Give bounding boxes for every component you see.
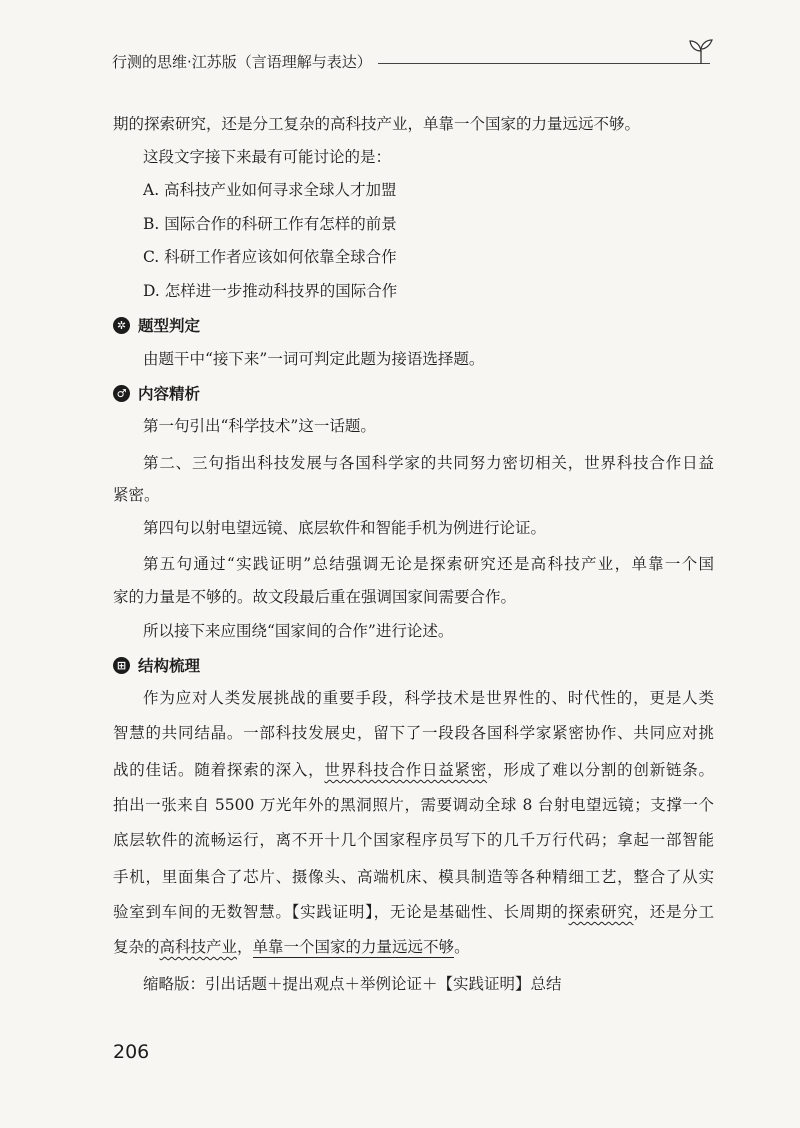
text-span: 验室到车间的无数智慧。【实践证明】，无论是基础性、长周期的 <box>113 903 569 921</box>
structure-line: 拍出一张来自 5500 万光年外的黑洞照片，需要调动全球 8 台射电望远镜；支撑一个 <box>113 796 714 814</box>
analysis-line: 第五句通过“实践证明”总结强调无论是探索研究还是高科技产业，单靠一个国 <box>143 555 714 573</box>
emphasis-wavy: 探索研究 <box>568 903 634 921</box>
analysis-line: 第一句引出“科学技术”这一话题。 <box>143 417 376 435</box>
header-rule <box>378 63 710 64</box>
text-span: ， <box>237 938 253 956</box>
emphasis-wavy: 高科技产业 <box>159 938 238 956</box>
structure-line: 手机，里面集合了芯片、摄像头、高端机床、模具制造等各种精细工艺，整合了从实 <box>113 868 714 886</box>
text-span: ，形成了难以分割的创新链条。 <box>487 761 714 779</box>
structure-line <box>113 936 714 958</box>
structure-line: 底层软件的流畅运行，离不开十几个国家程序员写下的几千万行代码；拿起一部智能 <box>113 831 714 849</box>
text-span: 战的佳话。随着探索的深入， <box>113 761 325 779</box>
header-title: 行测的思维·江苏版（言语理解与表达） <box>112 52 372 71</box>
gear-icon: ✲ <box>113 317 130 334</box>
option-a: A. 高科技产业如何寻求全球人才加盟 <box>143 181 397 199</box>
structure-line <box>113 901 714 923</box>
option-d: D. 怎样进一步推动科技界的国际合作 <box>143 282 398 300</box>
section-structure-heading <box>113 654 200 676</box>
sprout-icon <box>686 36 716 66</box>
option-b: B. 国际合作的科研工作有怎样的前景 <box>143 215 397 233</box>
page-number: 206 <box>113 1041 150 1063</box>
analysis-line: 紧密。 <box>113 486 160 504</box>
analysis-line: 家的力量是不够的。故文段最后重在强调国家间需要合作。 <box>113 588 517 606</box>
section-type-text: 由题干中“接下来”一词可判定此题为接语选择题。 <box>143 350 485 368</box>
magnifier-icon: ♂ <box>113 385 130 402</box>
question-stem: 这段文字接下来最有可能讨论的是： <box>143 148 392 166</box>
section-title: 题型判定 <box>138 317 201 335</box>
emphasis-underline: 单靠一个国家的力量远远不够 <box>252 938 455 956</box>
passage-line: 期的探索研究，还是分工复杂的高科技产业，单靠一个国家的力量远远不够。 <box>113 115 641 133</box>
structure-summary: 缩略版：引出话题＋提出观点＋举例论证＋【实践证明】总结 <box>143 975 562 993</box>
structure-icon: ⊞ <box>113 657 130 674</box>
section-type-heading <box>113 314 200 336</box>
text-span: ，还是分工 <box>633 903 714 921</box>
text-span: 。 <box>454 938 470 956</box>
structure-line: 智慧的共同结晶。一部科技发展史，留下了一段段各国科学家紧密协作、共同应对挑 <box>113 724 714 742</box>
emphasis-wavy: 世界科技合作日益紧密 <box>324 761 488 779</box>
running-header <box>112 49 710 73</box>
option-c: C. 科研工作者应该如何依靠全球合作 <box>143 248 397 266</box>
analysis-line: 第二、三句指出科技发展与各国科学家的共同努力密切相关，世界科技合作日益 <box>143 454 714 472</box>
structure-line <box>113 759 714 781</box>
section-title: 结构梳理 <box>138 657 201 675</box>
structure-line: 作为应对人类发展挑战的重要手段，科学技术是世界性的、时代性的，更是人类 <box>143 689 714 707</box>
text-span: 复杂的 <box>113 938 160 956</box>
analysis-line: 第四句以射电望远镜、底层软件和智能手机为例进行论证。 <box>143 519 547 537</box>
section-title: 内容精析 <box>138 385 201 403</box>
analysis-line: 所以接下来应围绕“国家间的合作”进行论述。 <box>143 622 454 640</box>
section-analysis-heading <box>113 382 200 404</box>
